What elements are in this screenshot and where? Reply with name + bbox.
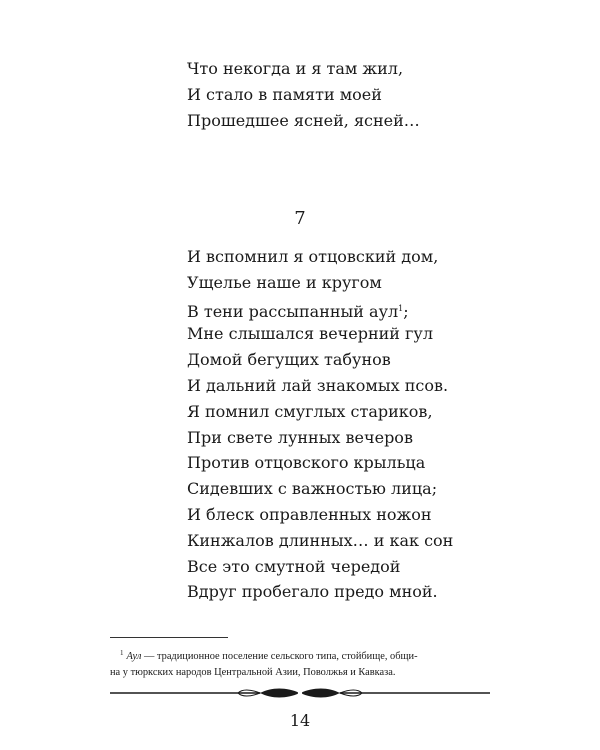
poem-line: Вдруг пробегало предо мной. [187,582,438,602]
poem-line: И блеск оправленных ножон [187,504,432,524]
poem-line: Все это смутной чередой [187,556,401,576]
poem-line: Против отцовского крыльца [187,453,426,473]
poem-line: Домой бегущих табунов [187,350,391,370]
poem-line: В тени рассыпанный аул$^1$; [187,301,409,321]
poem-line: И дальний лай знакомых псов. [187,375,449,395]
poem-line: При свете лунных вечеров [187,427,413,447]
poem-line: И стало в памяти моей [187,85,382,104]
poem-line: Мне слышался вечерний гул [187,324,433,344]
poem-line: Я помнил смуглых стариков, [187,401,433,421]
footnote-marker: 1 [120,649,124,657]
footnote-line-1: $^1$ Аул — традиционное поселение сельского типа, стойбище, общи- [120,649,418,662]
poem-line: И вспомнил я отцовский дом, [187,247,439,266]
poem-line: Прошедшее ясней, ясней… [187,111,420,130]
stanza-number: 7 [294,208,306,229]
footnote-line-2: на у тюркских народов Центральной Азии, Поволжья и Кавказа. [110,666,396,678]
stanza-top [187,56,420,134]
page-number: 14 [289,711,311,730]
footnote-divider [110,637,228,638]
poem-line: Кинжалов длинных… и как сон [187,530,454,550]
poem-line: Что некогда и я там жил, [187,59,404,78]
footnote-term: Аул [126,651,142,662]
ornamental-divider-icon [110,683,490,703]
poem-line: Ущелье наше и кругом [187,272,382,292]
stanza-main [187,244,453,605]
footnote [110,646,510,680]
footnote-reference: 1 [398,303,404,313]
poem-line: Сидевших с важностью лица; [187,479,438,499]
